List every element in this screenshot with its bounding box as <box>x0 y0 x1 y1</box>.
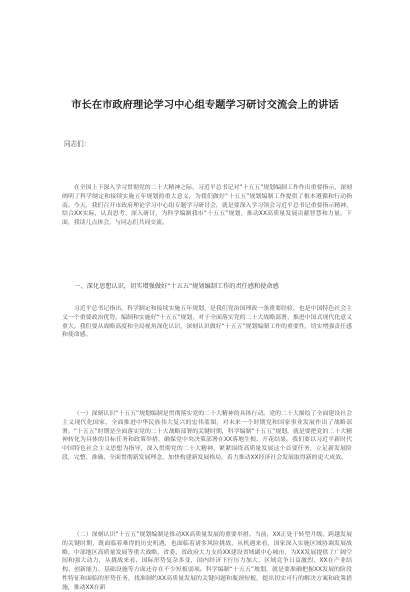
document-title: 市长在市政府理论学习中心组专题学习研讨交流会上的讲话 <box>71 100 339 111</box>
salutation: 同志们： <box>64 140 91 148</box>
paragraph-intro: 在全国上下深入学习贯彻党的二十大精神之际，习近平总书记对“十五五”规划编制工作作出重要指示，深刻阐明了科学制定和接续实施五年规划的重大意义，为我们做好“十五五”规划编制工作提供了根本遵循和行动指南。今天，我们召开市政府理论学习中心组专题学习研讨会，就是要深入学习领会习近平总书记重要指示精神，结合XX实际，认真思考、深入研讨，为科学编制我市“十五五”规划，推动XX高质量发展贡献智慧和力量。下面，我谈几点体会，与同志们共同交流。 <box>62 185 352 226</box>
paragraph-point-two: （二）深刻认识“十五五”规划编制是推动XX高质量发展的重要举措。当前，XX正处于转型升级、跨越发展的关键时期，既面临着难得的历史机遇，也面临着诸多风险挑战，从机遇来看，国家深入实施区域协调发展战略，中部地区高质量发展等重大战略，省委、省政府大力支持XX建设省域副中心城市，为XX发展提供了广阔空间和强大动力，从挑战来看，国际形势复杂多变，国内经济下行压力加大，区域竞争日益激烈，XX在产业结构、创新能力、基础设施等方面还存在不少短板弱项。科学编制“十五五”规划，就是要准确把握XX发展的阶段性特征和面临的形势任务，找准制约XX高质量发展的关键问题和瓶颈短板，提出切实可行的解决方案和政策措施，推动XX在新 <box>62 532 352 591</box>
paragraph-point-one: （一）深刻认识“十五五”规划编制是贯彻落实党的二十大精神的具体行动。党的二十大描绘了全面建设社会主义现代化国家、全面推进中华民族伟大复兴的宏伟蓝图，对未来一个时期党和国家事业发展作出了战略部署。“十五五”时期是全面落实党的二十大战略部署的关键时期，科学编制“十五五”规划，就是要把党的二十大精神转化为具体的目标任务和政策举措，确保党中央决策部署在XX落地生根、开花结果。我们要以习近平新时代中国特色社会主义思想为指导，深入贯彻党的二十大精神，紧紧围绕高质量发展这个首要任务，立足新发展阶段，完整、准确、全面贯彻新发展理念，加快构建新发展格局，着力推动XX经济社会发展取得新的更大成效。 <box>62 411 352 461</box>
section-heading-one: 一、深化思想认识，切实增强做好“十五五”规划编制工作的责任感和使命感 <box>74 283 279 290</box>
paragraph-section-one-lead: 习近平总书记指出，科学制定和接续实施五年规划，是我们党治国理政一条重要经验，也是中国特色社会主义一个重要政治优势。编制和实施好“十五五”规划，对于全面落实党的二十大战略部署、推进中国式现代化意义重大。我们要从战略高度和全局视角深化认识，深刻认识做好“十五五”规划编制工作的重要性，切实增强责任感和使命感。 <box>62 306 352 339</box>
